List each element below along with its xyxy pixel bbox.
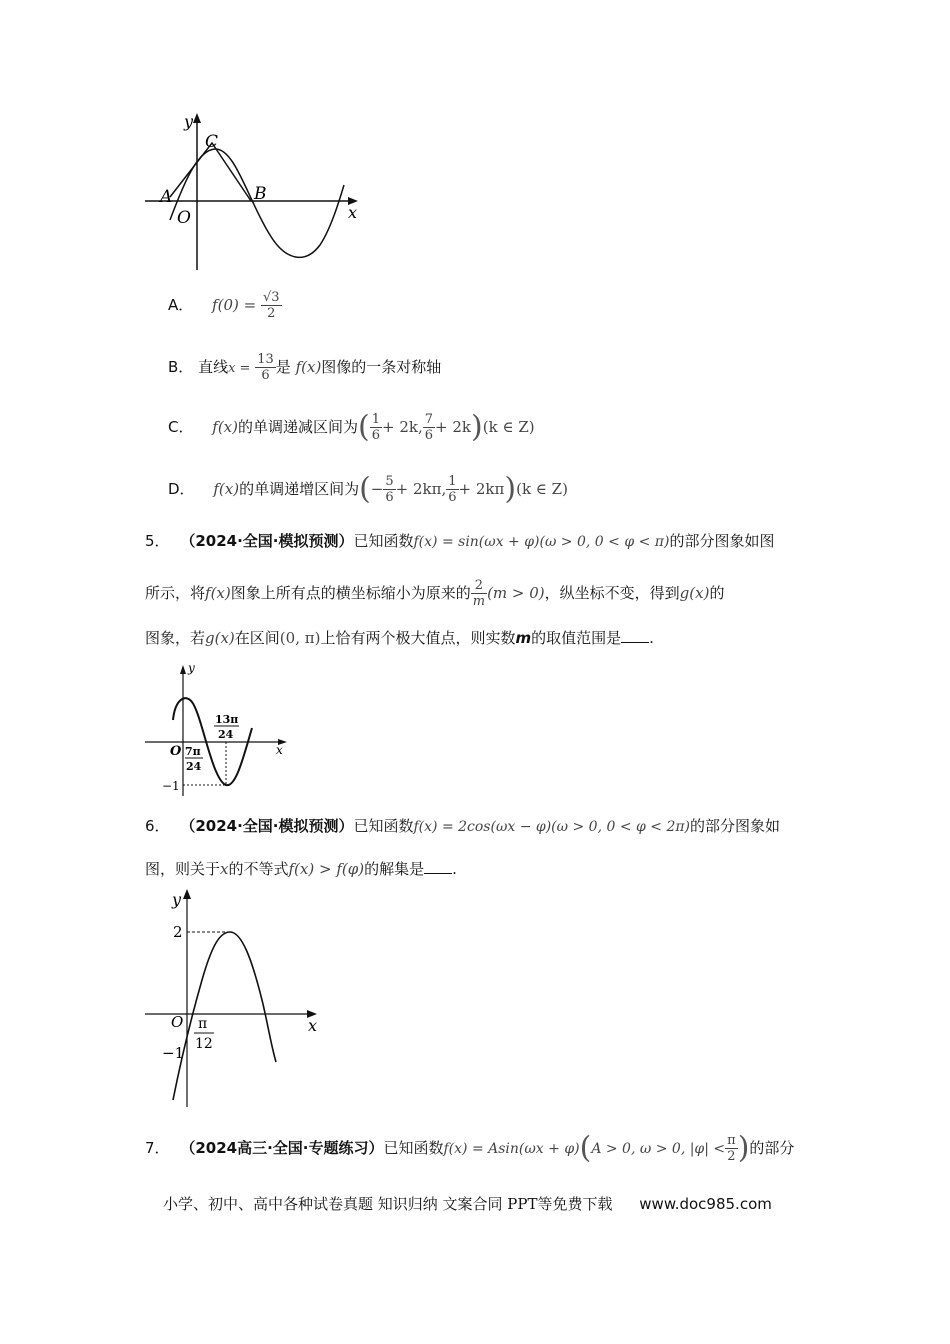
y-axis-arrow xyxy=(183,889,191,899)
q5-line-3: 图象，若g(x)在区间(0, π)上恰有两个极大值点，则实数m的取值范围是 . xyxy=(145,626,654,650)
tick-13pi-24-num: 13π xyxy=(215,713,239,726)
option-d: D． f(x)的单调递增区间为(− $\frac{5}{6}$ + 2kπ, $\frac{1}{6}$ + 2kπ)(k ∈ Z) xyxy=(168,471,568,507)
option-b: B． 直线x = $\frac{13}{6}$ 是 f(x)图像的一条对称轴 xyxy=(168,352,442,383)
q5-number: 5． xyxy=(145,532,170,550)
graph-3 xyxy=(140,885,330,1110)
option-a xyxy=(168,290,282,321)
option-b-label: B． xyxy=(168,358,194,376)
origin-label: O xyxy=(177,208,191,228)
tick-pi-12-den: 12 xyxy=(195,1036,213,1052)
q7-number: 7． xyxy=(145,1139,170,1157)
footer-text: 小学、初中、高中各种试卷真题 知识归纳 文案合同 PPT等免费下载 xyxy=(163,1195,613,1213)
x-label: x xyxy=(308,1016,318,1035)
q5-line-1: 5． （2024·全国·模拟预测）已知函数f(x) = sin(ωx + φ)(ω > 0, 0 < φ < π)的部分图象如图 xyxy=(145,532,775,550)
y-axis-arrow xyxy=(193,113,201,123)
y-axis-arrow xyxy=(180,665,186,674)
neg-one-label: −1 xyxy=(162,1044,185,1062)
two-label: 2 xyxy=(173,923,183,941)
x-label: x xyxy=(348,203,358,222)
point-b-label: B xyxy=(254,184,267,204)
tick-13pi-24-den: 24 xyxy=(218,728,234,741)
q5-source: （2024·全国·模拟预测） xyxy=(180,532,354,550)
option-a-expr: f(0) = xyxy=(212,296,257,314)
origin-label: O xyxy=(171,1013,184,1031)
origin-label: O xyxy=(170,744,182,759)
q5-function: f(x) = sin(ωx + φ)(ω > 0, 0 < φ < π) xyxy=(413,534,670,550)
q5-line-2: 所示，将f(x)图象上所有点的横坐标缩小为原来的 $\frac{2}{m}$ (m > 0)，纵坐标不变，得到g(x)的 xyxy=(145,578,725,609)
tick-pi-12-num: π xyxy=(198,1016,208,1032)
q6-number: 6． xyxy=(145,817,170,835)
option-c-label: C． xyxy=(168,418,194,436)
option-a-label: A． xyxy=(168,296,194,314)
tick-7pi-24-num: 7π xyxy=(185,745,201,758)
graph-1 xyxy=(140,105,370,275)
q6-function: f(x) = 2cos(ωx − φ)(ω > 0, 0 < φ < 2π) xyxy=(413,819,691,835)
point-a-label: A xyxy=(160,187,173,207)
y-label: y xyxy=(172,890,182,909)
graph-2 xyxy=(140,660,300,800)
q6-source: （2024·全国·模拟预测） xyxy=(180,817,354,835)
tick-7pi-24-den: 24 xyxy=(186,760,202,773)
q7-function: f(x) = Asin(ωx + φ) xyxy=(443,1141,580,1157)
x-label: x xyxy=(276,743,283,757)
q7-source: （2024高三·全国·专题练习） xyxy=(180,1139,384,1157)
neg-one-label: −1 xyxy=(162,779,180,793)
q6-line-2: 图，则关于x的不等式f(x) > f(φ)的解集是 . xyxy=(145,857,457,881)
q7-line-1: 7． （2024高三·全国·专题练习）已知函数f(x) = Asin(ωx + φ)(A > 0, ω > 0, |φ| < $\frac{\pi}{2}$ )的部分 xyxy=(145,1130,795,1166)
q6-line-1: 6． （2024·全国·模拟预测）已知函数f(x) = 2cos(ωx − φ)(ω > 0, 0 < φ < 2π)的部分图象如 xyxy=(145,817,781,835)
footer-site-link[interactable]: www.doc985.com xyxy=(639,1195,772,1213)
option-a-frac: $\frac{√3}{2}$ xyxy=(262,290,280,321)
y-label: y xyxy=(188,661,195,675)
option-c: C． f(x)的单调递减区间为( $\frac{1}{6}$ + 2k, $\frac{7}{6}$ + 2k)(k ∈ Z) xyxy=(168,409,535,445)
cosine-curve xyxy=(173,932,276,1100)
page-footer xyxy=(163,1193,772,1214)
y-label: y xyxy=(184,112,194,131)
q5-answer-blank[interactable] xyxy=(621,626,649,643)
q6-answer-blank[interactable] xyxy=(424,857,452,874)
option-d-label: D． xyxy=(168,480,195,498)
point-c-label: C xyxy=(205,132,219,152)
